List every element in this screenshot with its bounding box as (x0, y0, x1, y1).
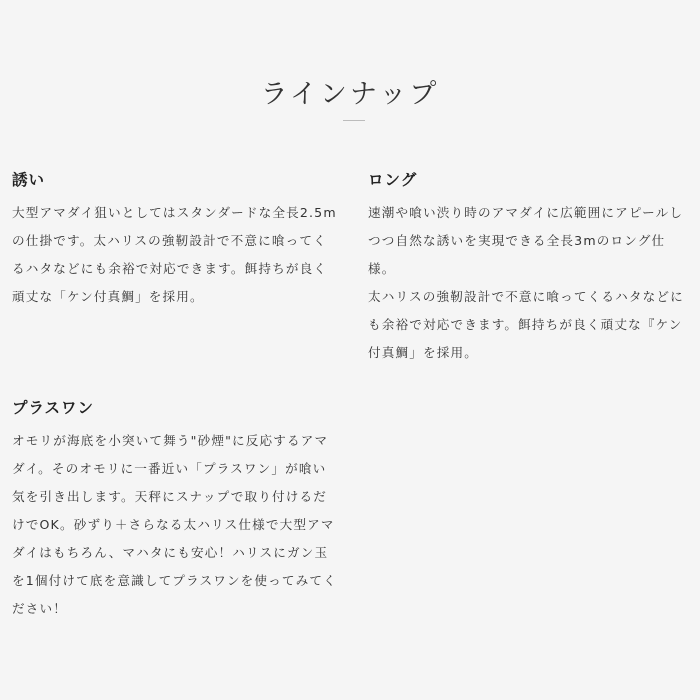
product-description: 速潮や喰い渋り時のアマダイに広範囲にアピールし つつ自然な誘いを実現できる全長3mのロング仕様。 太ハリスの強靭設計で不意に喰ってくるハタなどに も余裕で対応できます。餌持ちが良く頑丈な『ケン 付真鯛」を採用。 (368, 205, 684, 360)
product-card-plus-one (12, 396, 344, 623)
page-title: ラインナップ (260, 79, 440, 110)
product-card-long (368, 168, 690, 367)
product-name: プラスワン (12, 399, 95, 417)
product-name: ロング (368, 171, 418, 189)
product-description: 大型アマダイ狙いとしてはスタンダードな全長2.5m の仕掛です。太ハリスの強靭設計で不意に喰ってく るハタなどにも余裕で対応できます。餌持ちが良く 頑丈な「ケン付真鯛」を採用。 (12, 205, 337, 304)
product-name: 誘い (12, 171, 46, 189)
title-divider (343, 120, 365, 121)
product-description: オモリが海底を小突いて舞う"砂煙"に反応するアマ ダイ。そのオモリに一番近い「プラスワン」が喰い 気を引き出します。天秤にスナップで取り付けるだ けでOK。砂ずり＋さらなる太ハリス仕様で大型アマ ダイはもちろん、マハタにも安心！ハリスにガン玉 を1個付けて底を意識してプラスワンを使ってみてく ださい！ (12, 433, 337, 616)
product-card-sasoi (12, 168, 344, 311)
